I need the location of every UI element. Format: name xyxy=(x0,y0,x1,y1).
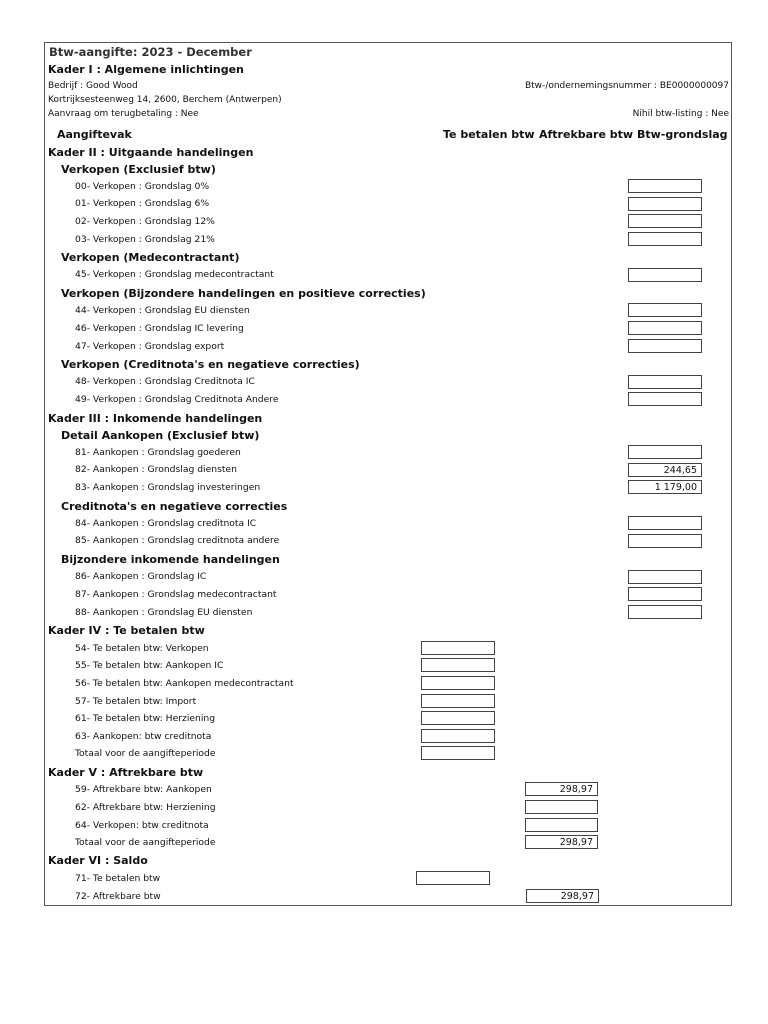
field-label: 45- Verkopen : Grondslag medecontractant xyxy=(75,269,274,280)
group-heading: Creditnota's en negatieve correcties xyxy=(61,500,288,513)
column-header-aftrekbare: Aftrekbare btw xyxy=(539,128,634,141)
field-71-te-betalen[interactable] xyxy=(416,871,490,885)
field-label: 83- Aankopen : Grondslag investeringen xyxy=(75,482,261,493)
field-label: Totaal voor de aangifteperiode xyxy=(75,748,216,759)
field-55-te-betalen[interactable] xyxy=(421,658,495,672)
field-label: 03- Verkopen : Grondslag 21% xyxy=(75,234,215,245)
field-label: 44- Verkopen : Grondslag EU diensten xyxy=(75,305,250,316)
kader-6-heading: Kader VI : Saldo xyxy=(48,854,148,867)
field-00-grondslag[interactable] xyxy=(628,179,702,193)
field-label: 87- Aankopen : Grondslag medecontractant xyxy=(75,589,277,600)
kader-3-heading: Kader III : Inkomende handelingen xyxy=(48,412,263,425)
group-heading: Detail Aankopen (Exclusief btw) xyxy=(61,429,260,442)
column-header-grondslag: Btw-grondslag xyxy=(637,128,728,141)
field-44-grondslag[interactable] xyxy=(628,303,702,317)
company-name: Bedrijf : Good Wood xyxy=(48,81,138,91)
field-86-grondslag[interactable] xyxy=(628,570,702,584)
field-label: 55- Te betalen btw: Aankopen IC xyxy=(75,660,224,671)
field-label: 64- Verkopen: btw creditnota xyxy=(75,820,209,831)
field-label: 47- Verkopen : Grondslag export xyxy=(75,341,225,352)
page-title: Btw-aangifte: 2023 - December xyxy=(49,45,252,59)
field-62-aftrekbare[interactable] xyxy=(525,800,598,814)
group-heading: Verkopen (Medecontractant) xyxy=(61,251,240,264)
field-label: 81- Aankopen : Grondslag goederen xyxy=(75,447,241,458)
field-56-te-betalen[interactable] xyxy=(421,676,495,690)
field-64-aftrekbare[interactable] xyxy=(525,818,598,832)
field-label: 46- Verkopen : Grondslag IC levering xyxy=(75,323,244,334)
field-88-grondslag[interactable] xyxy=(628,605,702,619)
field-03-grondslag[interactable] xyxy=(628,232,702,246)
field-48-grondslag[interactable] xyxy=(628,375,702,389)
field-label: 01- Verkopen : Grondslag 6% xyxy=(75,198,210,209)
field-label: 71- Te betalen btw xyxy=(75,873,161,884)
field-label: 61- Te betalen btw: Herziening xyxy=(75,713,216,724)
column-header-aangiftevak: Aangiftevak xyxy=(57,128,132,141)
field-83-grondslag[interactable]: 1 179,00 xyxy=(628,480,702,494)
field-label: 72- Aftrekbare btw xyxy=(75,891,161,902)
field-label: 59- Aftrekbare btw: Aankopen xyxy=(75,784,212,795)
field-label: 62- Aftrekbare btw: Herziening xyxy=(75,802,216,813)
kader-1-heading: Kader I : Algemene inlichtingen xyxy=(48,63,244,76)
field-label: Totaal voor de aangifteperiode xyxy=(75,837,216,848)
group-heading: Verkopen (Bijzondere handelingen en positieve correcties) xyxy=(61,287,426,300)
kader-2-heading: Kader II : Uitgaande handelingen xyxy=(48,146,254,159)
field-label: 02- Verkopen : Grondslag 12% xyxy=(75,216,215,227)
column-header-te-betalen: Te betalen btw xyxy=(443,128,535,141)
field-label: 48- Verkopen : Grondslag Creditnota IC xyxy=(75,376,255,387)
field-label: 63- Aankopen: btw creditnota xyxy=(75,731,212,742)
group-heading: Verkopen (Exclusief btw) xyxy=(61,163,216,176)
company-address: Kortrijksesteenweg 14, 2600, Berchem (Antwerpen) xyxy=(48,95,282,105)
field-totaal-te-betalen[interactable] xyxy=(421,746,495,760)
field-84-grondslag[interactable] xyxy=(628,516,702,530)
field-46-grondslag[interactable] xyxy=(628,321,702,335)
field-85-grondslag[interactable] xyxy=(628,534,702,548)
field-82-grondslag[interactable]: 244,65 xyxy=(628,463,702,477)
field-label: 54- Te betalen btw: Verkopen xyxy=(75,643,209,654)
field-72-aftrekbare[interactable]: 298,97 xyxy=(526,889,599,903)
field-label: 82- Aankopen : Grondslag diensten xyxy=(75,464,237,475)
field-label: 56- Te betalen btw: Aankopen medecontractant xyxy=(75,678,294,689)
field-59-aftrekbare[interactable]: 298,97 xyxy=(525,782,598,796)
nihil-listing: Nihil btw-listing : Nee xyxy=(632,109,729,119)
field-label: 49- Verkopen : Grondslag Creditnota Andere xyxy=(75,394,279,405)
field-02-grondslag[interactable] xyxy=(628,214,702,228)
group-heading: Bijzondere inkomende handelingen xyxy=(61,553,280,566)
vat-number: Btw-/ondernemingsnummer : BE0000000097 xyxy=(524,81,729,91)
field-label: 85- Aankopen : Grondslag creditnota andere xyxy=(75,535,280,546)
field-81-grondslag[interactable] xyxy=(628,445,702,459)
field-57-te-betalen[interactable] xyxy=(421,694,495,708)
field-61-te-betalen[interactable] xyxy=(421,711,495,725)
field-45-grondslag[interactable] xyxy=(628,268,702,282)
refund-request: Aanvraag om terugbetaling : Nee xyxy=(48,109,199,119)
field-label: 88- Aankopen : Grondslag EU diensten xyxy=(75,607,253,618)
field-47-grondslag[interactable] xyxy=(628,339,702,353)
field-label: 57- Te betalen btw: Import xyxy=(75,696,197,707)
field-63-te-betalen[interactable] xyxy=(421,729,495,743)
field-totaal-aftrekbare[interactable]: 298,97 xyxy=(525,835,598,849)
kader-4-heading: Kader IV : Te betalen btw xyxy=(48,624,205,637)
field-01-grondslag[interactable] xyxy=(628,197,702,211)
field-label: 86- Aankopen : Grondslag IC xyxy=(75,571,207,582)
field-54-te-betalen[interactable] xyxy=(421,641,495,655)
field-49-grondslag[interactable] xyxy=(628,392,702,406)
field-label: 00- Verkopen : Grondslag 0% xyxy=(75,181,210,192)
kader-5-heading: Kader V : Aftrekbare btw xyxy=(48,766,204,779)
field-label: 84- Aankopen : Grondslag creditnota IC xyxy=(75,518,257,529)
group-heading: Verkopen (Creditnota's en negatieve correcties) xyxy=(61,358,360,371)
field-87-grondslag[interactable] xyxy=(628,587,702,601)
